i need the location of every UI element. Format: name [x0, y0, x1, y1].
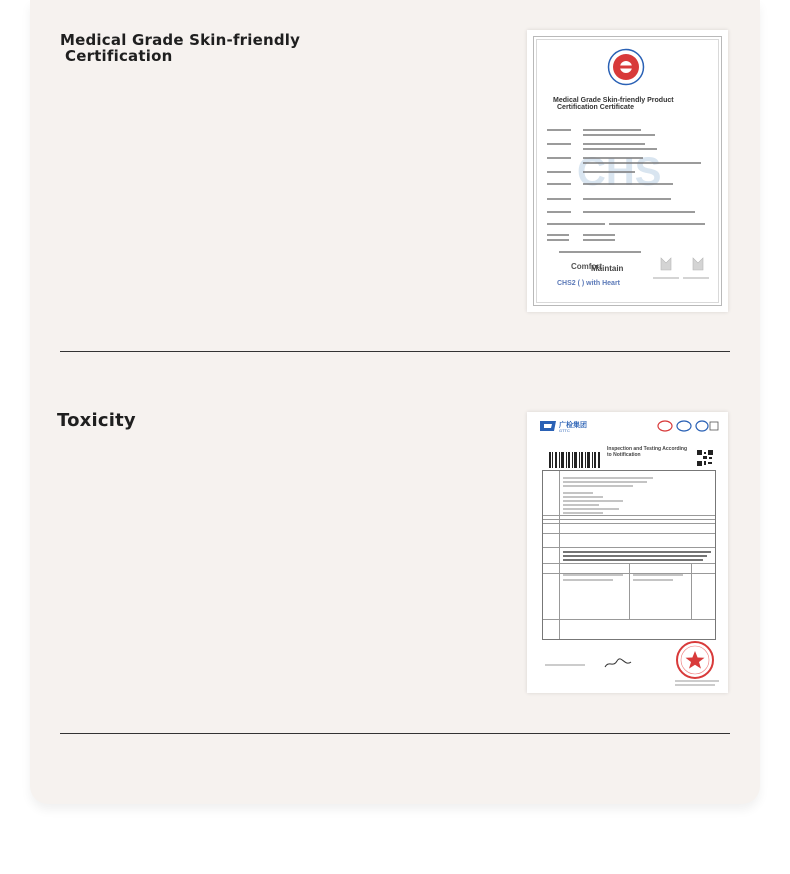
report-brand: 广检集团 — [559, 422, 587, 429]
report-heading-line2: to Notification — [607, 452, 641, 458]
qr-code-icon — [697, 450, 713, 466]
skin-friendly-certificate-image — [527, 30, 728, 312]
certificate-footer-text-a: Comfort — [571, 262, 603, 271]
section-title-toxicity: Toxicity — [57, 410, 136, 431]
certificate-body-lines — [545, 126, 715, 254]
gttc-logo-icon — [539, 420, 557, 432]
certificate-footer-text-b: Maintain — [591, 264, 624, 273]
certificate-stamp-icon — [651, 256, 711, 282]
barcode-icon — [549, 452, 601, 468]
red-star-seal-icon — [675, 640, 715, 680]
content-card — [30, 0, 760, 804]
certification-seal-icon — [607, 48, 645, 86]
report-heading-line1: Inspection and Testing According — [607, 446, 688, 452]
toxicity-report-image — [527, 412, 728, 693]
report-brand-sub: GTTC — [559, 428, 570, 433]
section-divider — [60, 351, 730, 352]
certificate-watermark: CHS — [577, 150, 662, 194]
certificate-title-line2: Certification Certificate — [557, 104, 635, 111]
report-table — [542, 470, 716, 640]
section-title-line2: Certification — [65, 46, 173, 65]
signature-icon — [545, 658, 635, 670]
certificate-title-line1: Medical Grade Skin-friendly Product — [553, 97, 674, 104]
section-divider — [60, 733, 730, 734]
certificate-footer-blue: CHS2 ( ) with Heart — [557, 280, 621, 287]
accreditation-marks-icon — [657, 420, 719, 432]
section-title-line1: Medical Grade Skin-friendly — [60, 31, 301, 49]
report-footer-lines — [675, 678, 721, 688]
section-title-skin-friendly — [60, 33, 320, 65]
